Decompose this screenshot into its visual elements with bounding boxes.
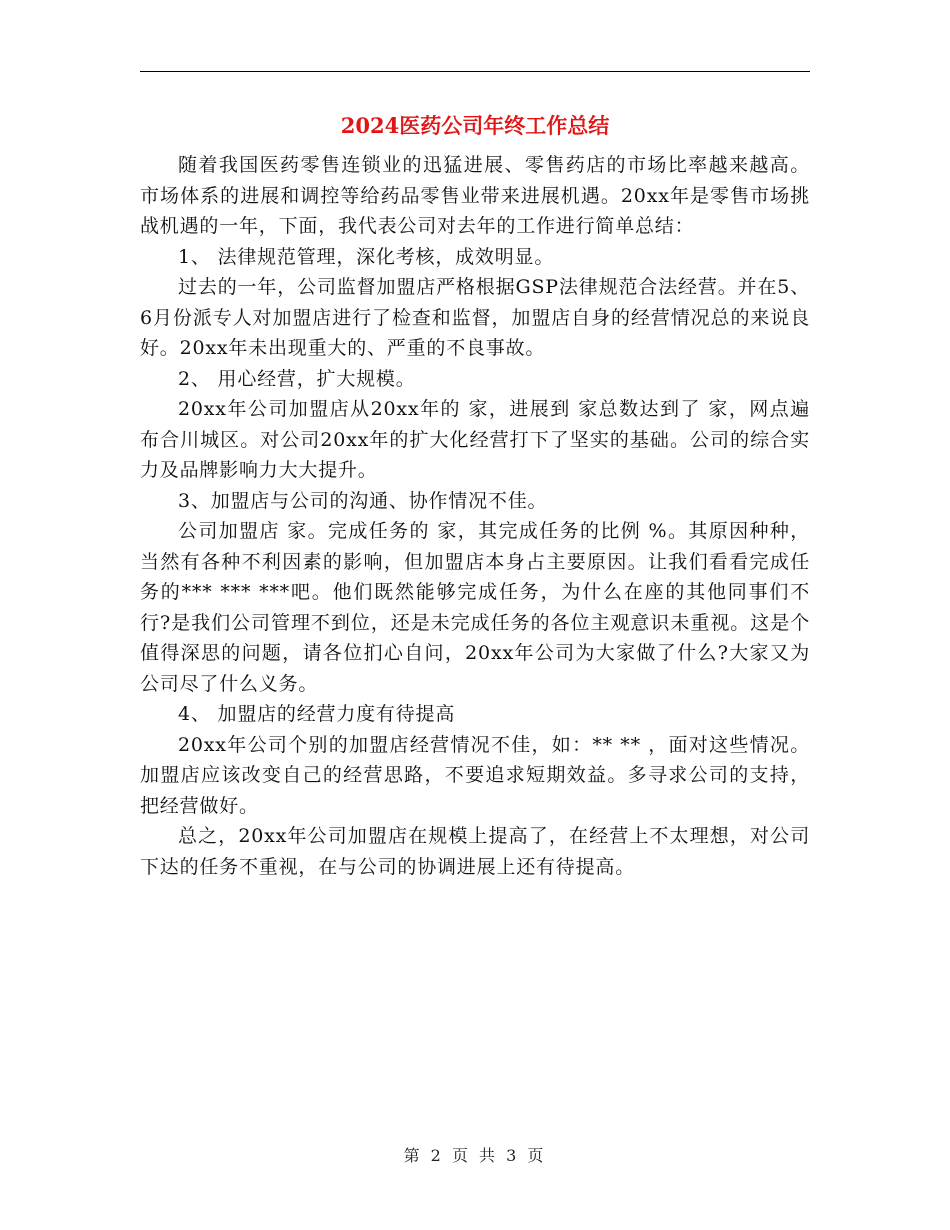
paragraph-conclusion: 总之，20xx年公司加盟店在规模上提高了，在经营上不太理想，对公司下达的任务不重视，在与公司的协调进展上还有待提高。 [140, 825, 810, 878]
paragraph-section-1: 过去的一年，公司监督加盟店严格根据GSP法律规范合法经营。并在5、6月份派专人对加盟店进行了检查和监督，加盟店自身的经营情况总的来说良好。20xx年未出现重大的、严重的不良事故。 [140, 276, 810, 359]
paragraph-section-3: 公司加盟店 家。完成任务的 家，其完成任务的比例 %。其原因种种，当然有各种不利因素的影响，但加盟店本身占主要原因。让我们看看完成任务的*** *** ***吧。他们既然能够完成任务，为什么在座的其他同事们不行?是我们公司管理不到位，还是未完成任务的各位主观意识未重视。这是个值得深思的问题，请各位扪心自问，20xx年公司为大家做了什么?大家又为公司尽了什么义务。 [140, 520, 810, 695]
paragraph-section-4: 20xx年公司个别的加盟店经营情况不佳，如：** ** ，面对这些情况。加盟店应该改变自己的经营思路，不要追求短期效益。多寻求公司的支持，把经营做好。 [140, 733, 810, 817]
paragraph-intro: 随着我国医药零售连锁业的迅猛进展、零售药店的市场比率越来越高。 市场体系的进展和调控等给药品零售业带来进展机遇。20xx年是零售市场挑战机遇的一年，下面，我代表公司对去年的工作进行简单总结： [140, 154, 810, 237]
section-heading-1: 1、 法律规范管理，深化考核，成效明显。 [178, 245, 555, 268]
document-body [140, 150, 810, 882]
document-title: 2024医药公司年终工作总结 [340, 113, 610, 138]
section-heading-3: 3、加盟店与公司的沟通、协作情况不佳。 [178, 489, 548, 512]
section-heading-4: 4、 加盟店的经营力度有待提高 [178, 703, 456, 725]
section-heading-2: 2、 用心经营，扩大规模。 [178, 367, 416, 390]
paragraph-section-2: 20xx年公司加盟店从20xx年的 家，进展到 家总数达到了 家，网点遍布合川城区。对公司20xx年的扩大化经营打下了坚实的基础。公司的综合实力及品牌影响力大大提升。 [140, 398, 810, 481]
page-number-footer: 第 2 页 共 3 页 [403, 1146, 547, 1165]
header-rule [140, 71, 810, 72]
